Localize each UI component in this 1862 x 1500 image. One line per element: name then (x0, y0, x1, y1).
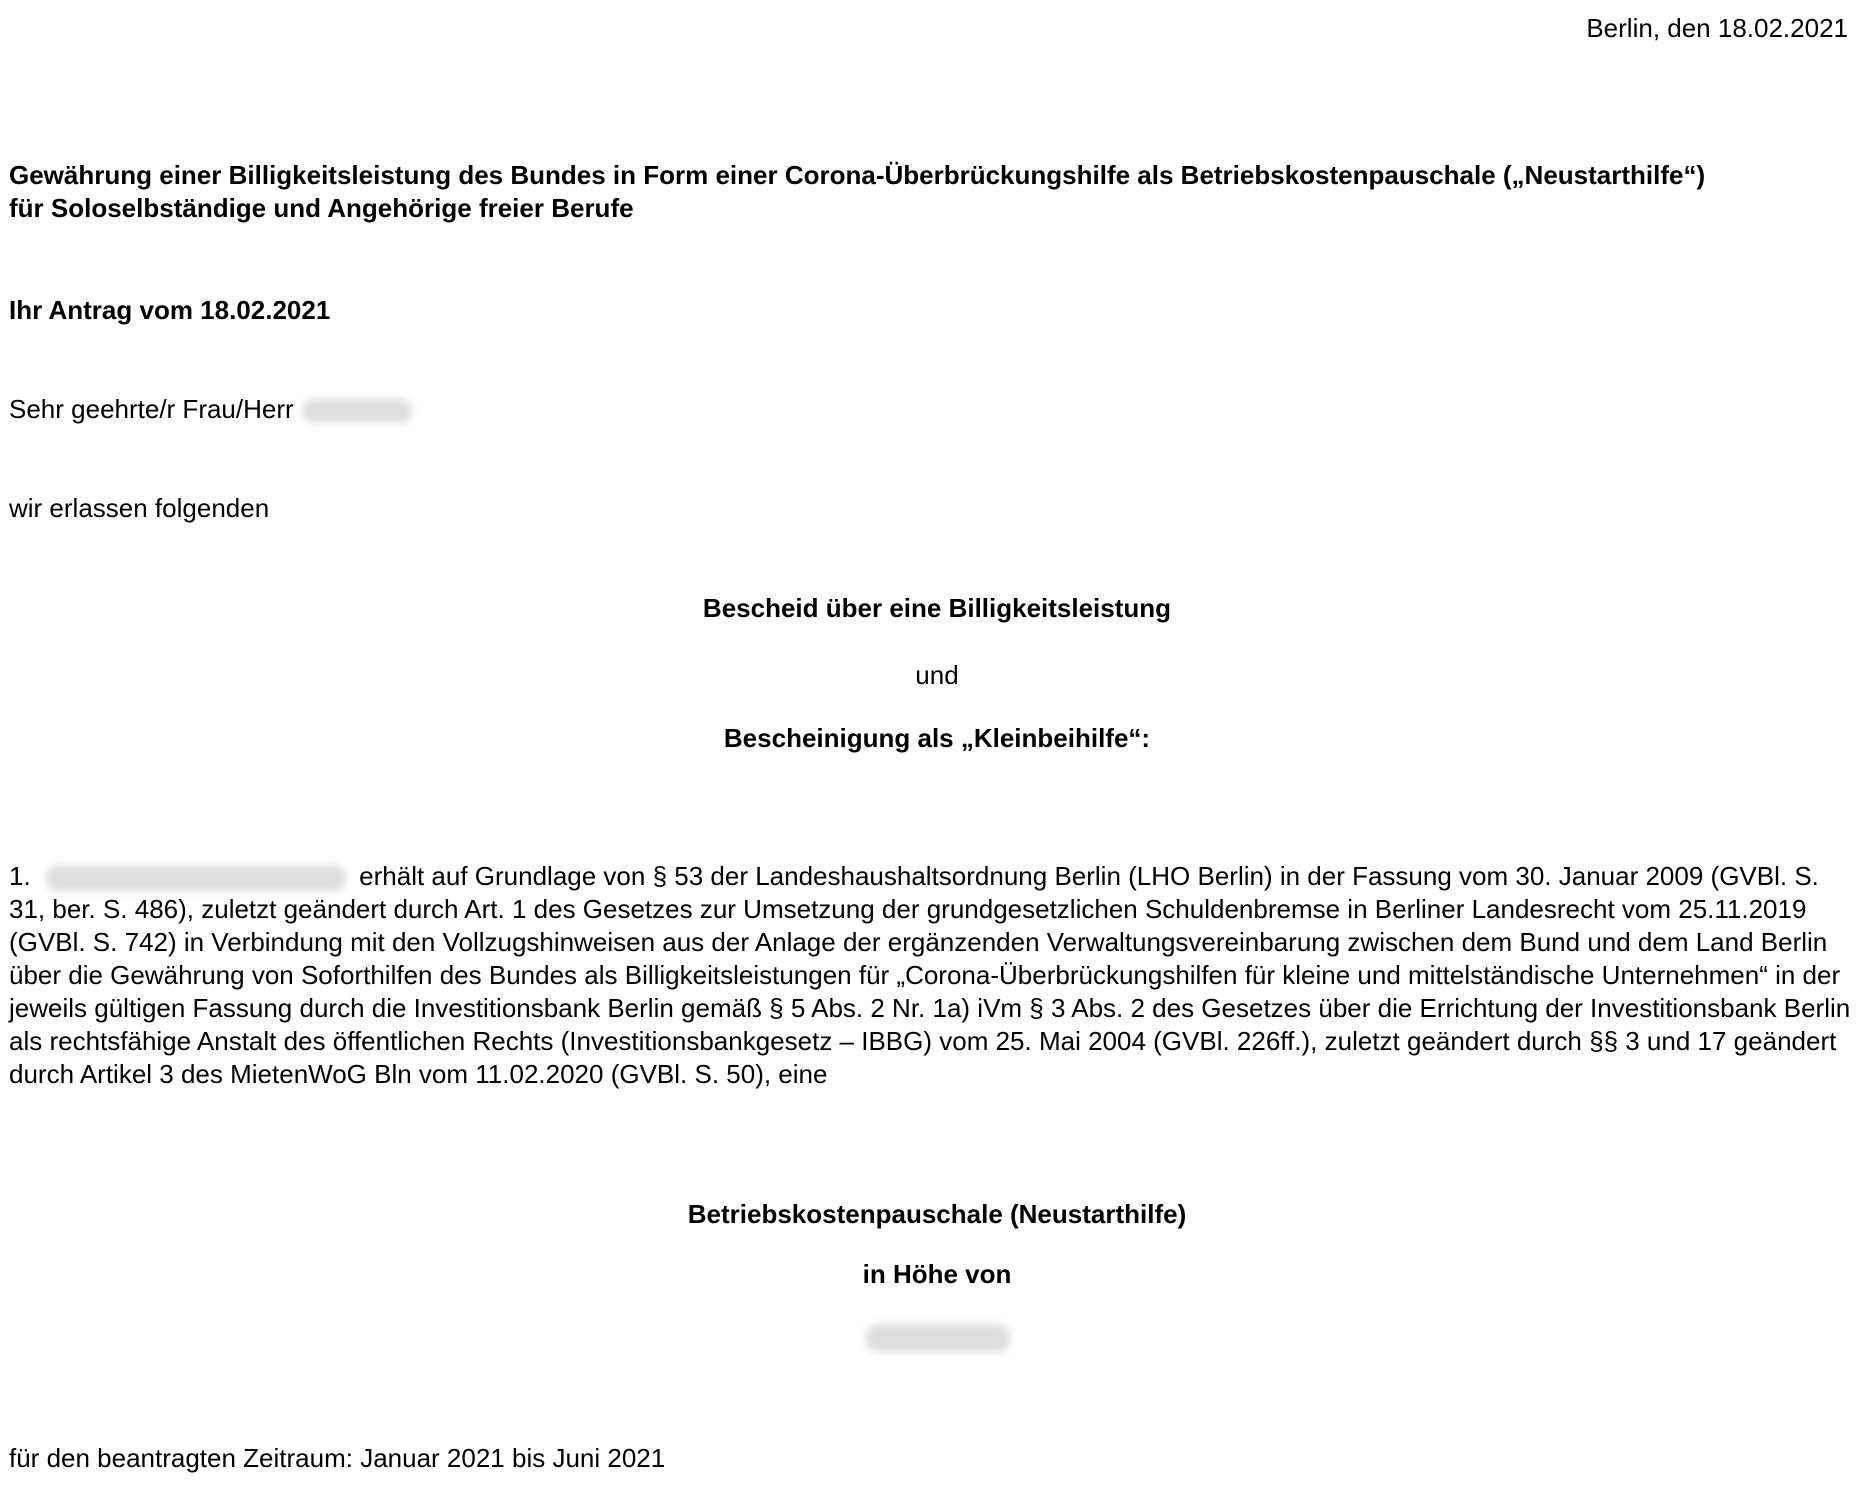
application-reference: Ihr Antrag vom 18.02.2021 (9, 295, 331, 325)
redacted-name (302, 399, 412, 423)
grant-title: Betriebskostenpauschale (Neustarthilfe) (687, 1199, 1187, 1229)
paragraph-number: 1. (9, 861, 31, 891)
subject-line-2: für Soloselbständige und Angehörige freier Berufe (9, 193, 634, 223)
redacted-amount (866, 1320, 1010, 1353)
subject-heading (9, 159, 1849, 225)
redacted-recipient (46, 865, 346, 891)
paragraph-text: erhält auf Grundlage von § 53 der Landeshaushaltsordnung Berlin (LHO Berlin) in der Fassung vom 30. Januar 2009 (GVBl. S. 31, ber. S. 486), zuletzt geändert durch Art. 1 des Gesetzes zur Umsetzung der grundgesetzlichen Schuldenbremse in Berliner Landesrecht vom 25.11.2019 (GVBl. S. 742) in Verbindung mit den Vollzugshinweisen aus der Anlage der ergänzenden Verwaltungsvereinbarung zwischen dem Bund und dem Land Berlin über die Gewährung von Soforthilfen des Bundes als Billigkeitsleistungen für „Corona-Überbrückungshilfen für kleine und mittelständische Unternehmen“ in der jeweils gültigen Fassung durch die Investitionsbank Berlin gemäß § 5 Abs. 2 Nr. 1a) iVm § 3 Abs. 2 des Gesetzes über die Errichtung der Investitionsbank Berlin als rechtsfähige Anstalt des öffentlichen Rechts (Investitionsbankgesetz – IBBG) vom 25. Mai 2004 (GVBl. 226ff.), zuletzt geändert durch §§ 3 und 17 geändert durch Artikel 3 des MietenWoG Bln vom 11.02.2020 (GVBl. S. 50), eine (9, 861, 1851, 1089)
salutation-text: Sehr geehrte/r Frau/Herr (9, 394, 294, 424)
redacted-amount-blur (866, 1324, 1010, 1352)
subject-line-1: Gewährung einer Billigkeitsleistung des Bundes in Form einer Corona-Überbrückungshilfe als Betriebskostenpauschale („Neustarthilfe“) (9, 160, 1706, 190)
decision-connector: und (915, 660, 959, 690)
paragraph-1 (9, 860, 1854, 1091)
decision-subtitle: Bescheinigung als „Kleinbeihilfe“: (723, 723, 1151, 753)
funding-period: für den beantragten Zeitraum: Januar 2021 bis Juni 2021 (9, 1443, 666, 1473)
decision-title: Bescheid über eine Billigkeitsleistung (702, 593, 1172, 623)
place-date: Berlin, den 18.02.2021 (1586, 13, 1848, 43)
salutation-line (9, 393, 412, 426)
grant-amount-label: in Höhe von (862, 1259, 1012, 1289)
intro-text: wir erlassen folgenden (9, 493, 270, 523)
